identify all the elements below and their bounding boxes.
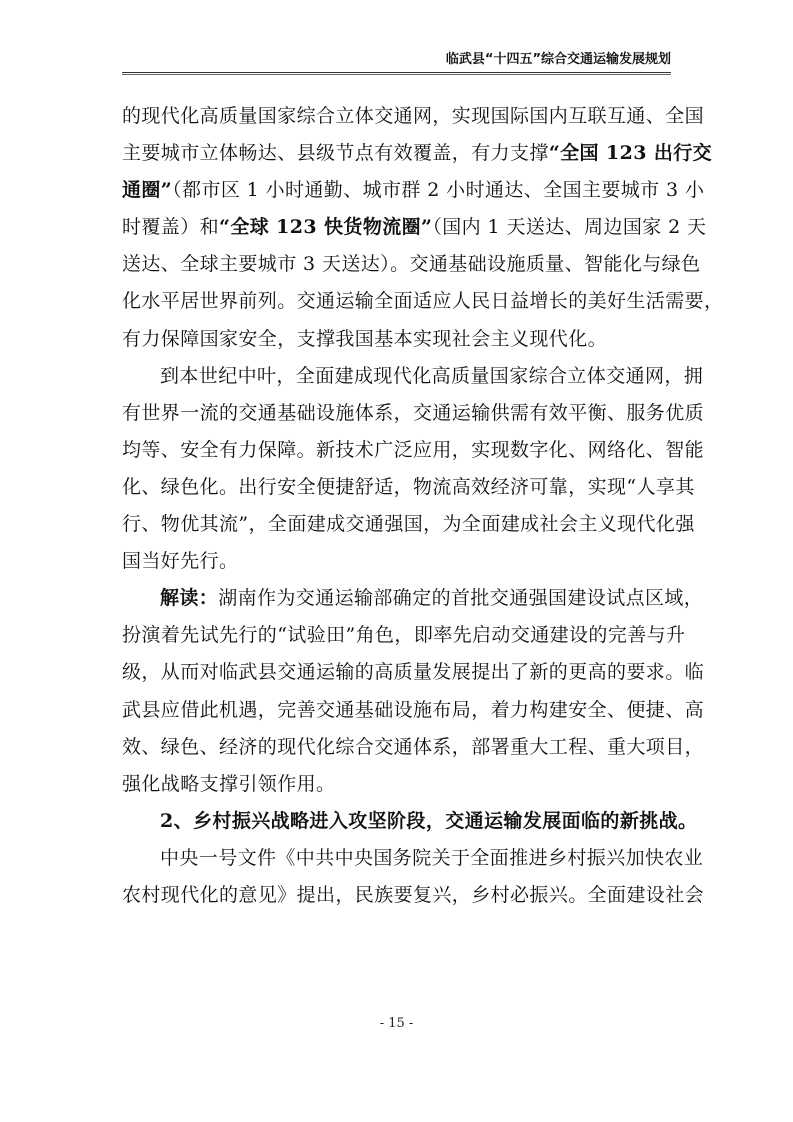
text-run: 行、物优其流”，全面建成交通强国，为全面建成社会主义现代化强 [122,513,695,536]
text-run: 化水平居世界前列。交通运输全面适应人民日益增长的美好生活需要， [122,290,724,313]
text-line [122,283,724,320]
text-run: 效、绿色、经济的现代化综合交通体系，部署重大工程、重大项目， [122,735,705,758]
text-run: （都市区 1 小时通勤、城市群 2 小时通达、全国主要城市 3 小 [172,179,705,202]
text-run: 主要城市立体畅达、县级节点有效覆盖，有力支撑 [122,142,549,165]
text-run: 强化战略支撑引领作用。 [122,772,336,795]
text-line [122,506,695,543]
text-line [122,766,671,803]
text-run: 农村现代化的意见》提出，民族要复兴，乡村必振兴。全面建设社会 [122,883,705,906]
text-line [122,209,707,246]
text-run: 扮演着先试先行的“试验田”角色，即率先启动交通建设的完善与升 [122,624,686,647]
text-run: 湖南作为交通运输部确定的首批交通强国建设试点区域， [218,587,704,610]
text-run: 化、绿色化。出行安全便捷舒适，物流高效经济可靠，实现“人享其 [122,475,695,498]
header-rule-thin [122,74,671,75]
text-run: （国内 1 天送达、周边国家 2 天 [432,216,707,239]
bold-run: “全国 123 出行交 [548,142,713,165]
text-run: 到本世纪中叶，全面建成现代化高质量国家综合立体交通网，拥 [160,364,704,387]
body-text [122,98,724,914]
text-run: 均等、安全有力保障。新技术广泛应用，实现数字化、网络化、智能 [122,438,705,461]
text-line [122,246,701,283]
text-line [122,692,705,729]
text-line [122,803,698,840]
text-run: 级，从而对临武县交通运输的高质量发展提出了新的更高的要求。临 [122,661,705,684]
text-line [122,840,704,877]
text-run: 有力保障国家安全，支撑我国基本实现社会主义现代化。 [122,327,608,350]
text-line [122,729,705,766]
bold-run: 解读： [160,587,219,610]
text-line [122,98,705,135]
text-line [122,432,705,469]
text-line [122,321,671,358]
text-run: 武县应借此机遇，完善交通基础设施布局，着力构建安全、便捷、高 [122,698,705,721]
text-line [122,580,704,617]
text-run: 国当好先行。 [122,550,239,573]
header-rule [122,72,671,73]
bold-run: “全球 123 快货物流圈” [219,216,433,239]
text-line [122,877,705,914]
text-line [122,135,713,172]
bold-run: 2、乡村振兴战略进入攻坚阶段，交通运输发展面临的新挑战。 [160,809,698,832]
text-run: 送达、全球主要城市 3 天送达）。交通基础设施质量、智能化与绿色 [122,253,701,276]
text-line [122,358,704,395]
text-line [122,654,705,691]
text-line [122,395,705,432]
text-line [122,543,671,580]
text-run: 中央一号文件《中共中央国务院关于全面推进乡村振兴加快农业 [160,846,704,869]
text-line [122,469,695,506]
bold-run: 通圈” [122,179,173,202]
running-header: 临武县“十四五”综合交通运输发展规划 [445,52,671,67]
page-number: - 15 - [379,1016,414,1031]
text-line [122,617,686,654]
text-run: 的现代化高质量国家综合立体交通网，实现国际国内互联互通、全国 [122,105,705,127]
text-line [122,172,705,209]
text-run: 有世界一流的交通基础设施体系，交通运输供需有效平衡、服务优质 [122,401,705,424]
text-run: 时覆盖）和 [122,216,220,239]
